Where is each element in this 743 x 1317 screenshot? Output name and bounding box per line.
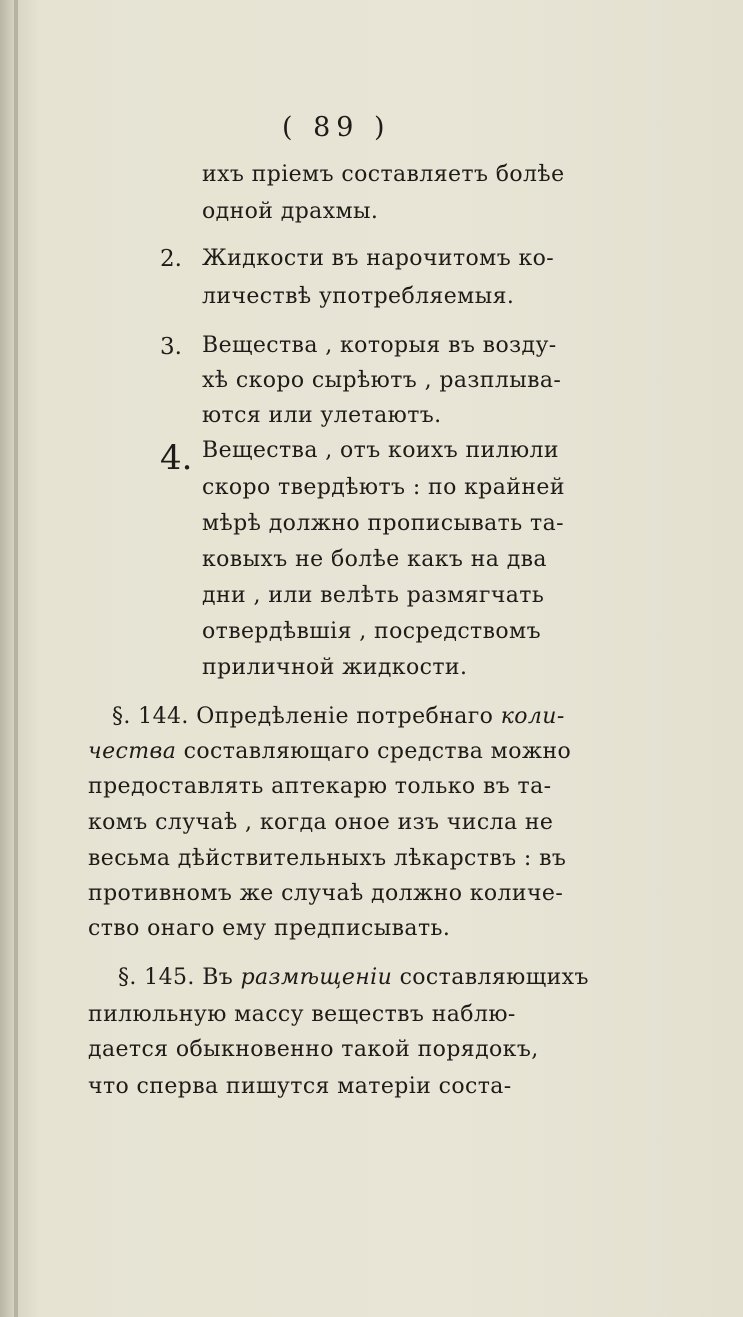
section-144-line-1-italic: коли-: [500, 704, 565, 729]
section-144-line-2-text: составляющаго средства можно: [183, 739, 572, 764]
list-item-3-number: 3.: [160, 334, 182, 360]
section-144-line-5: весьма дѣйствительныхъ лѣкарствъ : въ: [88, 846, 567, 871]
list-item-3-line-3: ются или улетаютъ.: [202, 403, 442, 428]
list-item-4-line-1: Вещества , отъ коихъ пилюли: [202, 438, 559, 463]
list-item-4-line-4: ковыхъ не болѣе какъ на два: [202, 547, 547, 572]
list-item-2-number: 2.: [160, 246, 182, 272]
list-item-3-line-2: хѣ скоро сырѣютъ , разплыва-: [202, 368, 562, 393]
list-item-4-line-7: приличной жидкости.: [202, 655, 468, 680]
section-144-line-7: ство онаго ему предписывать.: [88, 916, 451, 941]
list-item-1-line-1: ихъ пріемъ составляетъ болѣе: [202, 162, 565, 187]
section-144-line-1-text: Опредѣленіе потребнаго: [196, 704, 494, 729]
section-145-line-3: дается обыкновенно такой порядокъ,: [88, 1037, 539, 1062]
section-145-mark: §. 145.: [118, 965, 195, 990]
list-item-4-line-3: мѣрѣ должно прописывать та-: [202, 511, 564, 536]
section-144-line-1: [112, 702, 565, 732]
list-item-4-number: 4.: [160, 438, 193, 478]
section-144-line-6: противномъ же случаѣ должно количе-: [88, 881, 564, 906]
section-145-line-1-italic: размѣщеніи: [240, 965, 393, 990]
list-item-4-line-6: отвердѣвшія , посредствомъ: [202, 619, 541, 644]
list-item-2-line-1: Жидкости въ нарочитомъ ко-: [202, 246, 555, 271]
list-item-4-line-2: скоро твердѣютъ : по крайней: [202, 475, 565, 500]
section-144-line-3: предоставлять аптекарю только въ та-: [88, 774, 552, 799]
section-144-line-4: комъ случаѣ , когда оное изъ числа не: [88, 810, 554, 835]
section-145-line-2: пилюльную массу веществъ наблю-: [88, 1002, 516, 1027]
page-number: ( 89 ): [282, 112, 391, 143]
section-144-line-2-italic: чества: [88, 739, 177, 764]
page-spine-shadow: [14, 0, 18, 1317]
section-145-line-1: [118, 963, 589, 993]
section-144-line-2: [88, 737, 571, 767]
section-145-line-4: что сперва пишутся матеріи соста-: [88, 1074, 512, 1099]
list-item-4-line-5: дни , или велѣть размягчать: [202, 583, 545, 608]
section-144-mark: §. 144.: [112, 704, 189, 729]
list-item-3-line-1: Вещества , которыя въ возду-: [202, 333, 557, 358]
section-145-line-1-pre: Въ: [202, 965, 234, 990]
list-item-2-line-2: личествѣ употребляемыя.: [202, 284, 515, 309]
list-item-1-line-2: одной драхмы.: [202, 199, 379, 224]
section-145-line-1-post: составляющихъ: [399, 965, 589, 990]
